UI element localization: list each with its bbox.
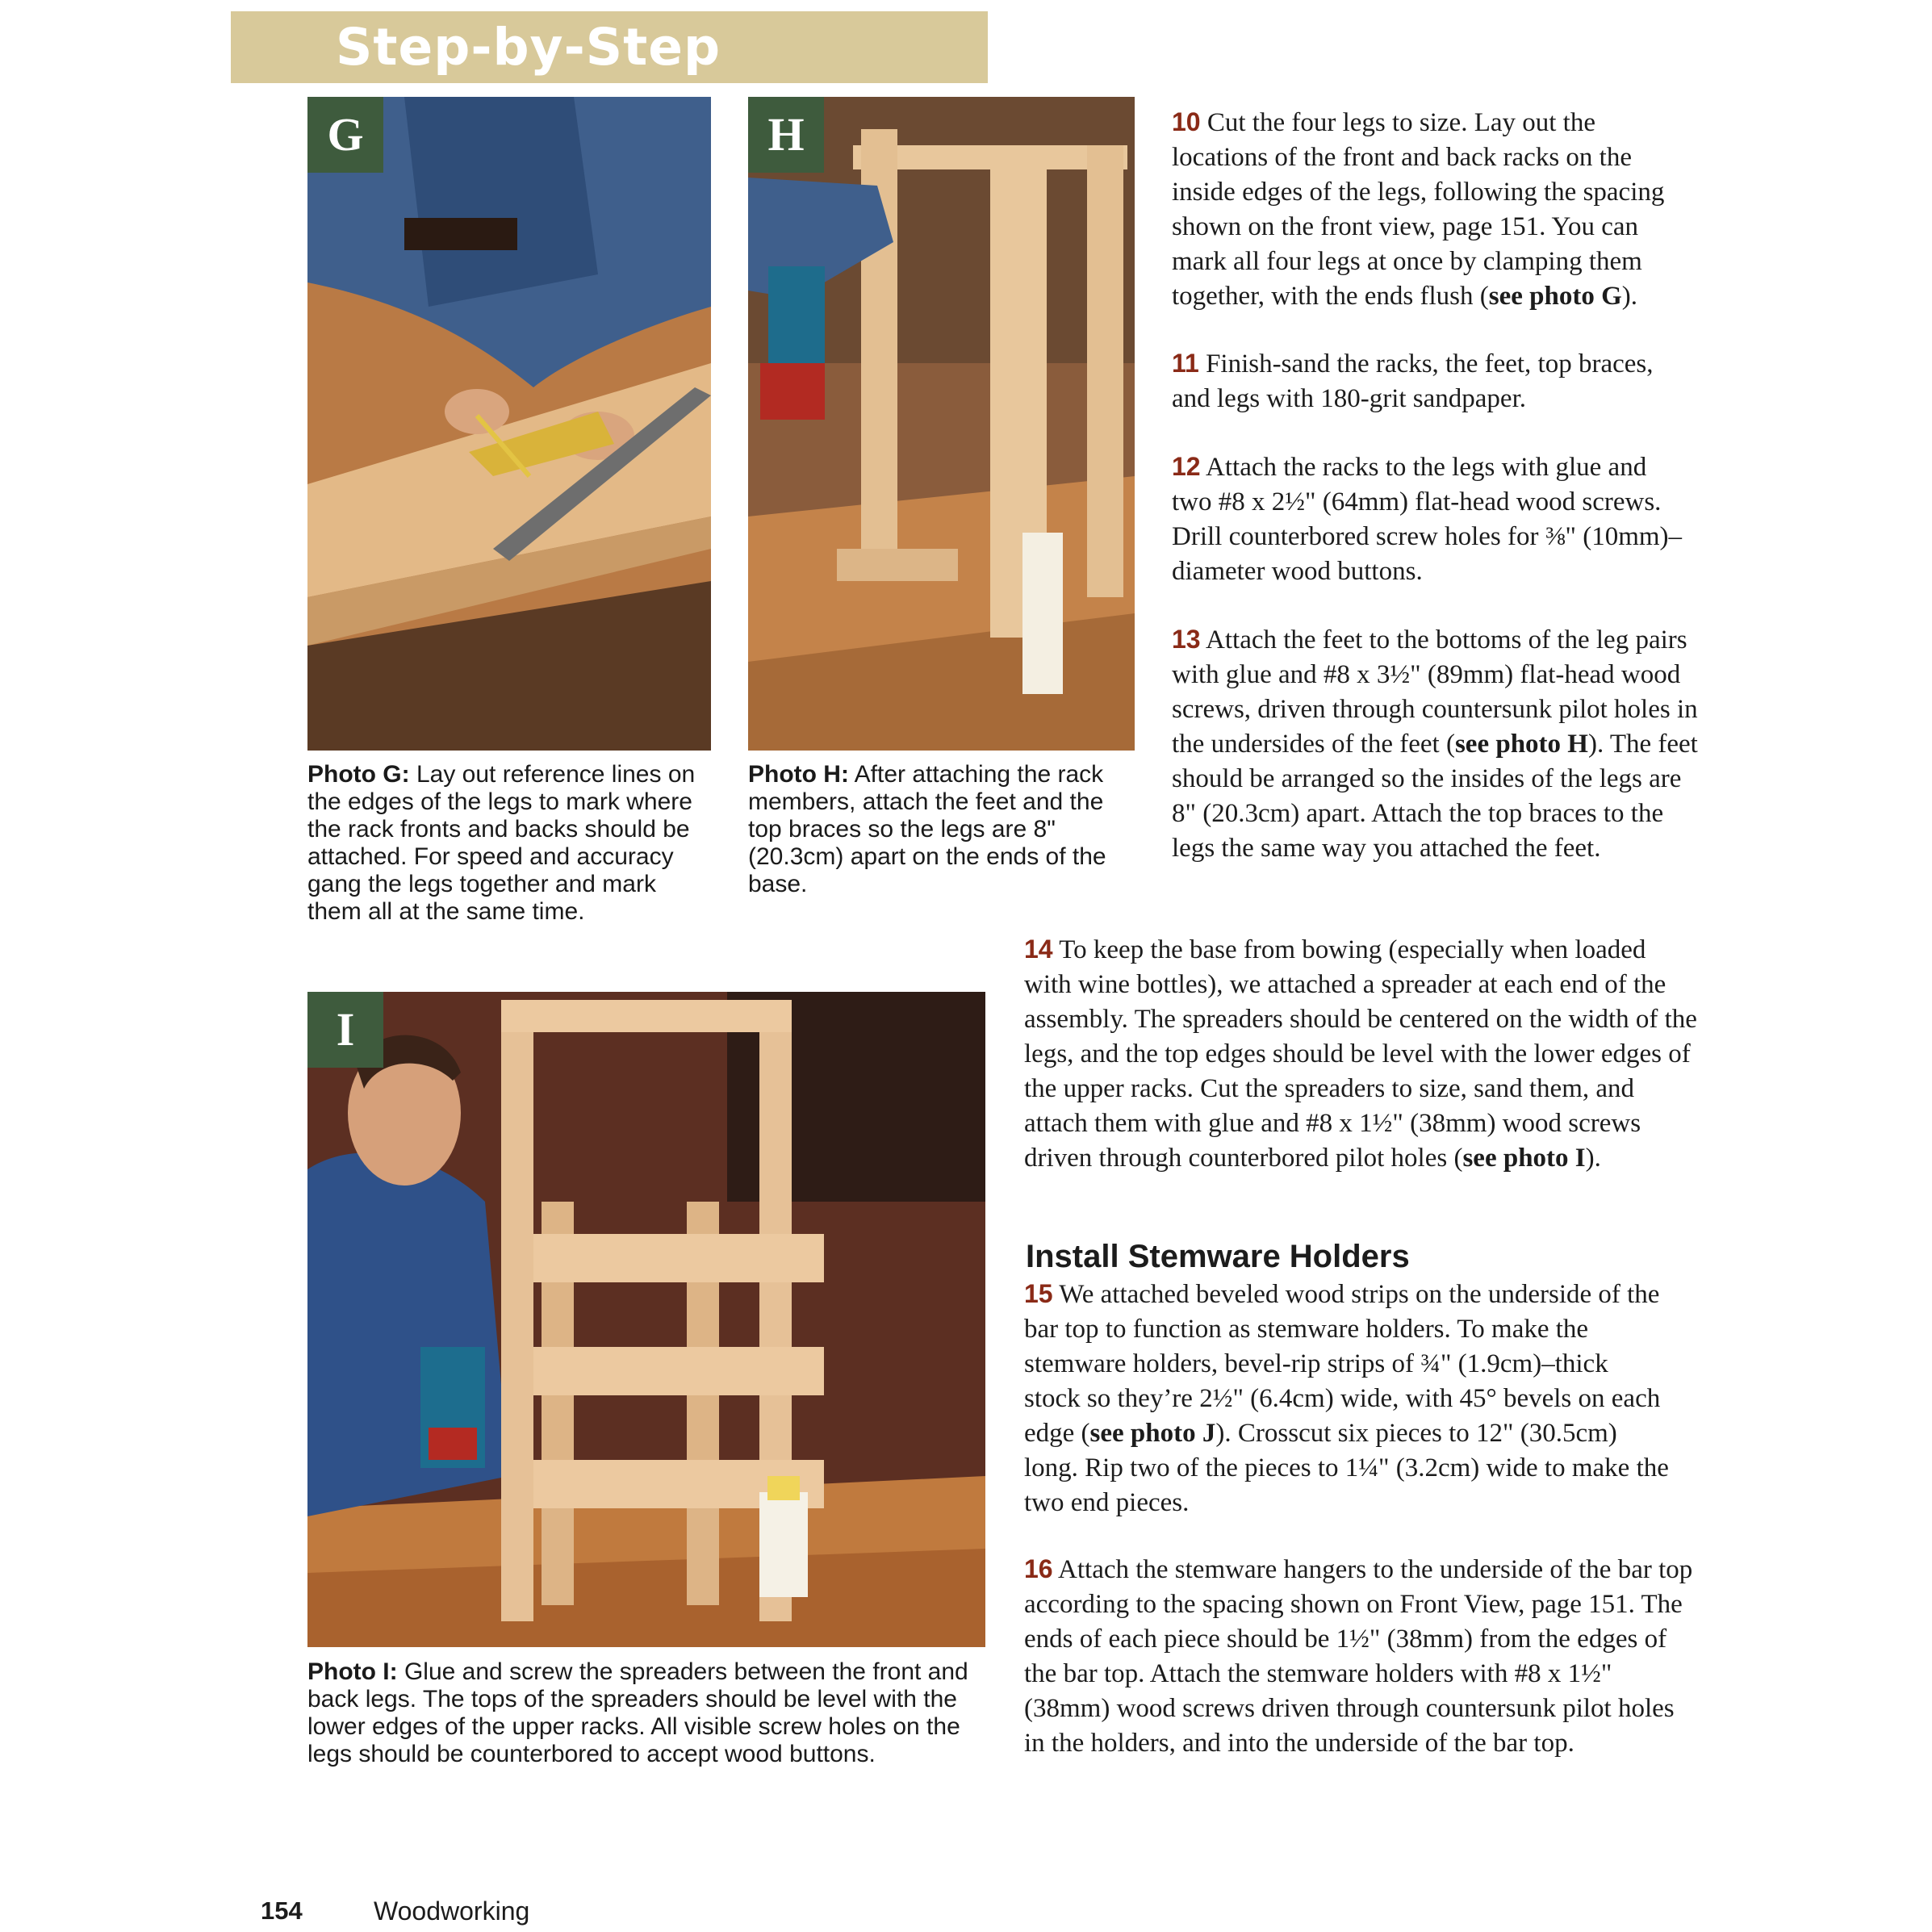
photo-i-caption xyxy=(307,1658,981,1768)
photo-reference: see photo H xyxy=(1454,730,1588,759)
caption-text: Lay out reference lines on the edges of the legs to mark where the rack fronts and backs should be attached. For speed and accuracy gang the legs together and mark them all at the same time. xyxy=(307,761,696,925)
step-number: 16 xyxy=(1024,1554,1053,1583)
photo-g xyxy=(307,97,711,751)
page-number: 154 xyxy=(261,1896,303,1925)
step-10 xyxy=(1172,105,1696,314)
photo-reference: see photo G xyxy=(1488,282,1622,311)
page-title: Step-by-Step xyxy=(336,18,721,77)
photo-g-caption xyxy=(307,761,711,926)
caption-text: Glue and screw the spreaders between the front and back legs. The tops of the spreaders should be level with the lower edges of the upper racks. All visible screw holes on the legs should be counterbored to accept wood buttons. xyxy=(307,1658,968,1767)
photo-reference: see photo I xyxy=(1462,1144,1586,1173)
step-text-end: ). The feet should be arranged so the insides of the legs are 8" (20.3cm) apart. Attach the top braces to the legs the same way you attached the feet. xyxy=(1172,730,1698,863)
step-text: Finish-sand the racks, the feet, top braces, and legs with 180-grit sandpaper. xyxy=(1172,349,1654,413)
step-text: Attach the racks to the legs with glue and two #8 x 2½" (64mm) flat-head wood screws. Drill counterbored screw holes for ⅜" (10mm)–diameter wood buttons. xyxy=(1172,453,1683,586)
step-number: 12 xyxy=(1172,452,1201,481)
photo-h-badge: H xyxy=(748,97,824,173)
step-number: 11 xyxy=(1172,349,1199,378)
step-number: 14 xyxy=(1024,935,1053,964)
step-text: Attach the feet to the bottoms of the leg pairs with glue and #8 x 3½" (89mm) flat-head wood screws, driven through countersunk pilot holes in the undersides of the feet ( xyxy=(1172,625,1698,759)
caption-label: Photo I: xyxy=(307,1658,398,1685)
step-number: 10 xyxy=(1172,107,1201,136)
step-text-end: ). Crosscut six pieces to 12" (30.5cm) long. Rip two of the pieces to 1¼" (3.2cm) wide to make the two end pieces. xyxy=(1024,1419,1669,1517)
step-text: To keep the base from bowing (especially when loaded with wine bottles), we attached a spreader at each end of the assembly. The spreaders should be centered on the width of the legs, and the top edges should be level with the lower edges of the upper racks. Cut the spreaders to size, sand them, and attach them with glue and #8 x 1½" (38mm) wood screws driven through counterbored pilot holes ( xyxy=(1024,935,1697,1173)
step-14 xyxy=(1024,932,1698,1176)
step-text: We attached beveled wood strips on the underside of the bar top to function as stemware holders. To make the stemware holders, bevel-rip strips of ¾" (1.9cm)–thick stock so they’re 2½" (6.4cm) wide, with 45° bevels on each edge ( xyxy=(1024,1280,1661,1448)
step-number: 15 xyxy=(1024,1279,1053,1308)
step-text-end: ). xyxy=(1621,282,1638,311)
step-16 xyxy=(1024,1552,1698,1761)
step-text-end: ). xyxy=(1585,1144,1601,1173)
section-heading: Install Stemware Holders xyxy=(1026,1239,1410,1274)
step-text: Cut the four legs to size. Lay out the locations of the front and back racks on the inside edges of the legs, following the spacing shown on the front view, page 151. You can mark all four legs at once by clamping them together, with the ends flush ( xyxy=(1172,108,1665,311)
step-15 xyxy=(1024,1277,1670,1520)
photo-h xyxy=(748,97,1135,751)
step-13 xyxy=(1172,622,1704,866)
step-12 xyxy=(1172,450,1688,589)
photo-g-badge: G xyxy=(307,97,383,173)
step-number: 13 xyxy=(1172,625,1201,654)
photo-i-badge: I xyxy=(307,992,383,1068)
running-footer: Woodworking xyxy=(374,1896,530,1926)
caption-text: After attaching the rack members, attach the feet and the top braces so the legs are 8" (20.3cm) apart on the ends of the base. xyxy=(748,761,1106,897)
caption-label: Photo H: xyxy=(748,761,849,788)
step-11 xyxy=(1172,346,1696,416)
photo-h-caption xyxy=(748,761,1140,898)
section-banner xyxy=(231,11,988,83)
photo-reference: see photo J xyxy=(1089,1419,1216,1448)
caption-label: Photo G: xyxy=(307,761,410,788)
photo-i xyxy=(307,992,985,1647)
step-text: Attach the stemware hangers to the underside of the bar top according to the spacing shown on Front View, page 151. The ends of each piece should be 1½" (38mm) from the edges of the bar top. Attach the stemware holders with #8 x 1½" (38mm) wood screws driven through countersunk pilot holes in the holders, and into the underside of the bar top. xyxy=(1024,1555,1693,1758)
